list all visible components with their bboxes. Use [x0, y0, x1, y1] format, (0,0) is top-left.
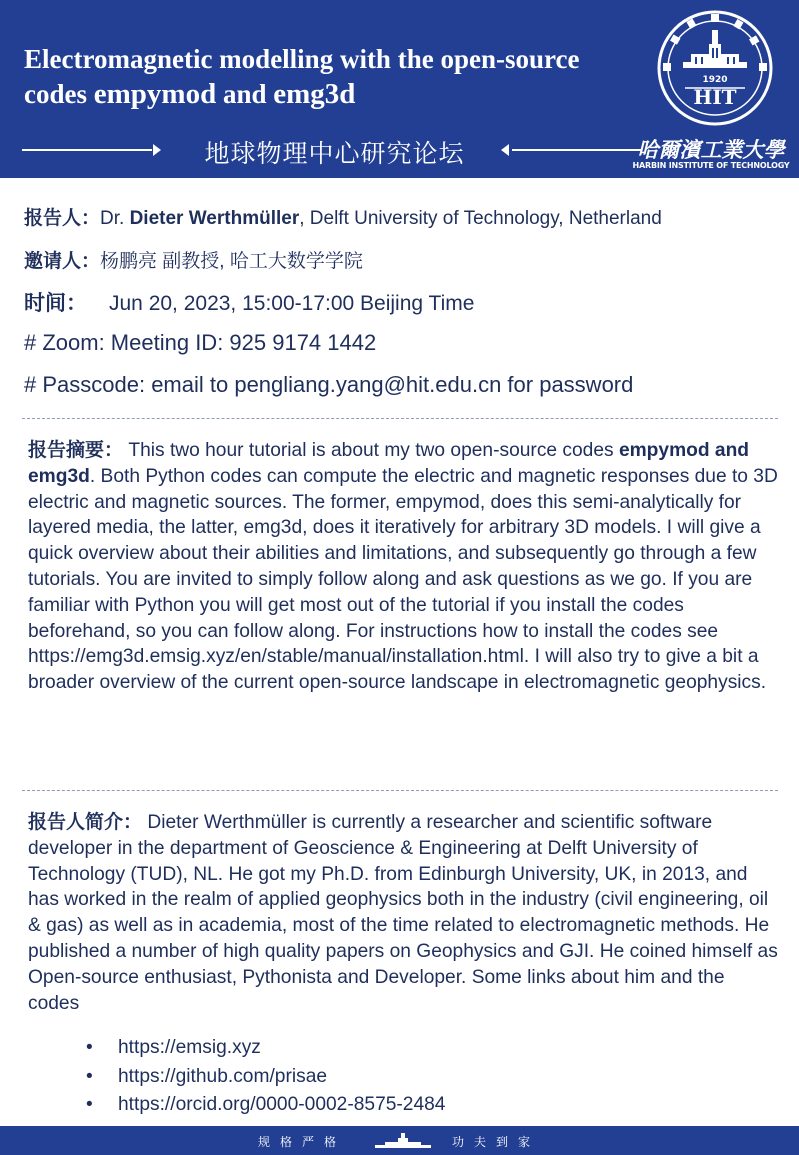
speaker-affiliation: , Delft University of Technology, Netherland: [299, 208, 662, 229]
divider: [22, 418, 778, 419]
footer-banner: [0, 1126, 799, 1155]
bio-section: [28, 810, 780, 1016]
title-line-2: [24, 77, 644, 112]
speaker-row: [24, 203, 662, 230]
forum-subtitle: 地球物理中心研究论坛: [204, 139, 465, 168]
divider: [22, 790, 778, 791]
left-arrow-icon: [501, 144, 509, 156]
inviter-row: [24, 246, 363, 273]
bio-label: 报告人简介：: [28, 812, 143, 833]
building-icon: [371, 1132, 435, 1150]
university-name-en: HARBIN INSTITUTE OF TECHNOLOGY: [632, 161, 790, 170]
list-item: [86, 1094, 445, 1123]
time-label: 时间：: [24, 292, 87, 315]
title-line-1: Electromagnetic modelling with the open-source: [24, 44, 580, 74]
time-row: [24, 287, 474, 317]
bullet-icon: •: [86, 1065, 93, 1087]
inviter-value: 杨鹏亮 副教授, 哈工大数学学院: [100, 251, 363, 272]
logo-initials: HIT: [693, 85, 737, 109]
abstract-label: 报告摘要：: [28, 440, 124, 461]
list-item: [86, 1066, 445, 1095]
logo-year: 1920: [702, 75, 728, 85]
university-seal-icon: [655, 8, 775, 128]
title-code-1: empymod: [93, 78, 217, 110]
subtitle-row: [22, 132, 622, 168]
university-name-cn: 哈爾濱工業大學: [637, 137, 785, 162]
link-list: [86, 1037, 445, 1123]
right-arrow-line: [512, 149, 642, 151]
link-url[interactable]: https://github.com/prisae: [118, 1065, 328, 1087]
page-title: [24, 42, 644, 112]
list-item: [86, 1037, 445, 1066]
bio-body: Dieter Werthmüller is currently a researcher and scientific software developer in the department of Geoscience & Engineering at Delft University of Technology (TUD), NL. He got my Ph.D. from Edinburgh University, UK, in 2013, and has worked in the realm of applied geophysics both in the industry (civil engineering, oil & gas) as well as in academia, most of the time related to electromagnetic methods. He published a number of high quality papers on Geophysics and GJI. He coined himself as Open-source enthusiast, Pythonista and Developer. Some links about him and the codes: [28, 812, 778, 1014]
bullet-icon: •: [86, 1094, 93, 1115]
abstract-section: [28, 438, 780, 696]
zoom-row: # Zoom: Meeting ID: 925 9174 1442: [24, 330, 377, 355]
right-arrow-icon: [153, 144, 161, 156]
time-value: Jun 20, 2023, 15:00-17:00 Beijing Time: [109, 292, 475, 315]
title-prefix: codes: [24, 79, 94, 109]
passcode-row: # Passcode: email to pengliang.yang@hit.edu.cn for password: [24, 372, 634, 397]
link-url[interactable]: https://orcid.org/0000-0002-8575-2484: [118, 1094, 446, 1115]
abstract-intro: This two hour tutorial is about my two open-source codes: [128, 440, 619, 461]
abstract-codes: empymod and emg3d: [28, 440, 750, 487]
title-and: and: [216, 79, 274, 109]
title-code-2: emg3d: [273, 78, 356, 110]
motto-right: 功夫到家: [452, 1135, 541, 1149]
bullet-icon: •: [86, 1037, 93, 1058]
speaker-label: 报告人：: [24, 208, 101, 229]
motto-left: 规格严格: [258, 1135, 347, 1149]
abstract-body: . Both Python codes can compute the electric and magnetic responses due to 3D electric and magnetic sources. The former, empymod, does this semi-analytically for layered media, the latter, emg3d, does it iteratively for arbitrary 3D models. I will give a quick overview about their abilities and limitations, and subsequently go through a few tutorials. You are invited to simply follow along and ask questions as we go. If you are familiar with Python you will get most out of the tutorial if you install the codes beforehand, so you can follow along. For instructions how to install the codes see https://emg3d.emsig.xyz/en/stable/manual/installation.html. I will also try to give a bit a broader overview of the current open-source landscape in electromagnetic geophysics.: [28, 465, 778, 694]
speaker-title: Dr.: [100, 208, 130, 229]
link-url[interactable]: https://emsig.xyz: [118, 1037, 261, 1058]
inviter-label: 邀请人：: [24, 251, 101, 272]
header-banner: [0, 0, 799, 178]
speaker-name: Dieter Werthmüller: [129, 208, 300, 229]
left-arrow-line: [22, 149, 152, 151]
